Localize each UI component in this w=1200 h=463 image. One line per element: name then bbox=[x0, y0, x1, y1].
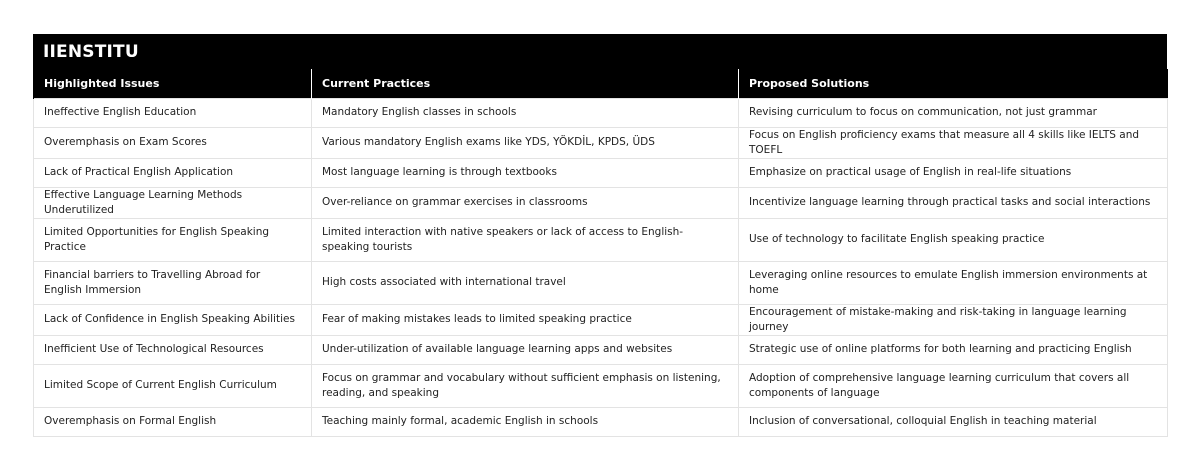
practice-cell: Most language learning is through textbooks bbox=[312, 158, 739, 187]
issue-cell: Lack of Practical English Application bbox=[34, 158, 312, 187]
practice-cell: Various mandatory English exams like YDS, YÖKDİL, KPDS, ÜDS bbox=[312, 127, 739, 158]
issue-cell: Overemphasis on Formal English bbox=[34, 407, 312, 436]
solution-cell: Inclusion of conversational, colloquial English in teaching material bbox=[739, 407, 1168, 436]
solution-cell: Use of technology to facilitate English speaking practice bbox=[739, 218, 1168, 261]
issue-cell: Effective Language Learning Methods Underutilized bbox=[34, 187, 312, 218]
issue-cell: Limited Scope of Current English Curriculum bbox=[34, 364, 312, 407]
practice-cell: Teaching mainly formal, academic English in schools bbox=[312, 407, 739, 436]
solution-cell: Adoption of comprehensive language learning curriculum that covers all components of language bbox=[739, 364, 1168, 407]
issue-cell: Overemphasis on Exam Scores bbox=[34, 127, 312, 158]
solution-cell: Focus on English proficiency exams that measure all 4 skills like IELTS and TOEFL bbox=[739, 127, 1168, 158]
table-row bbox=[34, 304, 1168, 335]
table-row bbox=[34, 98, 1168, 127]
practice-cell: Fear of making mistakes leads to limited speaking practice bbox=[312, 304, 739, 335]
header-highlighted-issues: Highlighted Issues bbox=[34, 69, 312, 98]
issue-cell: Inefficient Use of Technological Resources bbox=[34, 335, 312, 364]
practice-cell: Focus on grammar and vocabulary without sufficient emphasis on listening, reading, and speaking bbox=[312, 364, 739, 407]
table-row bbox=[34, 158, 1168, 187]
issue-cell: Financial barriers to Travelling Abroad for English Immersion bbox=[34, 261, 312, 304]
issue-cell: Lack of Confidence in English Speaking Abilities bbox=[34, 304, 312, 335]
table-row bbox=[34, 187, 1168, 218]
solution-cell: Emphasize on practical usage of English in real-life situations bbox=[739, 158, 1168, 187]
header-proposed-solutions: Proposed Solutions bbox=[739, 69, 1168, 98]
table-header-row bbox=[34, 69, 1168, 98]
issues-table-container bbox=[33, 34, 1167, 437]
table-row bbox=[34, 407, 1168, 436]
issue-cell: Limited Opportunities for English Speaking Practice bbox=[34, 218, 312, 261]
solution-cell: Leveraging online resources to emulate English immersion environments at home bbox=[739, 261, 1168, 304]
table-row bbox=[34, 364, 1168, 407]
practice-cell: Limited interaction with native speakers or lack of access to English-speaking tourists bbox=[312, 218, 739, 261]
solution-cell: Strategic use of online platforms for both learning and practicing English bbox=[739, 335, 1168, 364]
issues-table bbox=[33, 69, 1168, 437]
header-current-practices: Current Practices bbox=[312, 69, 739, 98]
practice-cell: High costs associated with international travel bbox=[312, 261, 739, 304]
practice-cell: Over-reliance on grammar exercises in classrooms bbox=[312, 187, 739, 218]
issue-cell: Ineffective English Education bbox=[34, 98, 312, 127]
table-row bbox=[34, 127, 1168, 158]
solution-cell: Revising curriculum to focus on communication, not just grammar bbox=[739, 98, 1168, 127]
table-row bbox=[34, 261, 1168, 304]
practice-cell: Under-utilization of available language learning apps and websites bbox=[312, 335, 739, 364]
practice-cell: Mandatory English classes in schools bbox=[312, 98, 739, 127]
solution-cell: Encouragement of mistake-making and risk-taking in language learning journey bbox=[739, 304, 1168, 335]
table-row bbox=[34, 335, 1168, 364]
solution-cell: Incentivize language learning through practical tasks and social interactions bbox=[739, 187, 1168, 218]
table-row bbox=[34, 218, 1168, 261]
brand-title: IIENSTITU bbox=[33, 34, 1167, 69]
